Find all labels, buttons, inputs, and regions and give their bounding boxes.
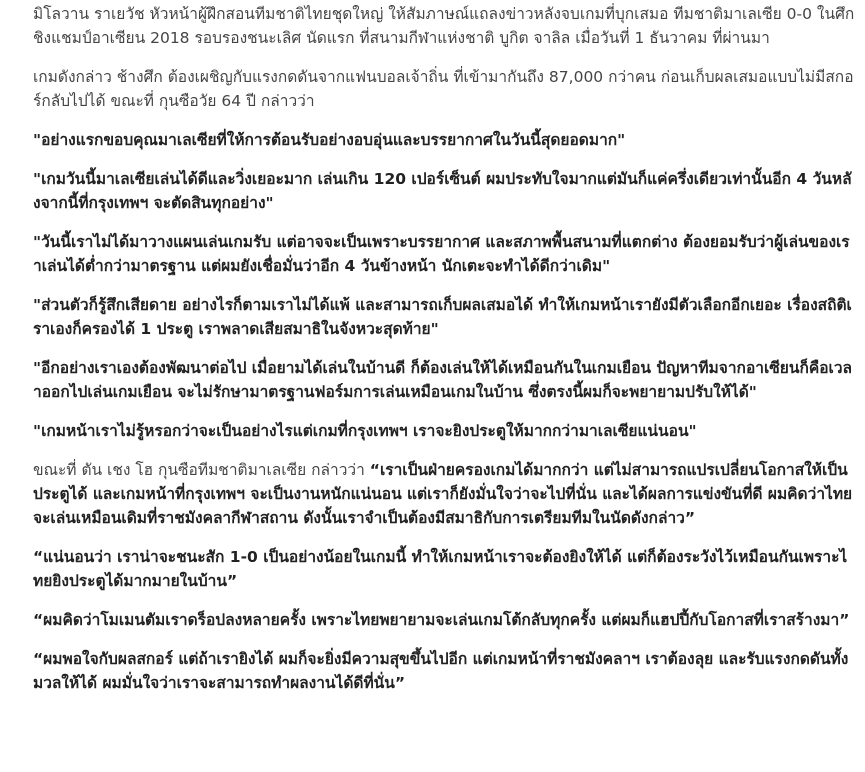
quote-paragraph: “แน่นอนว่า เราน่าจะชนะสัก 1-0 เป็นอย่างน้อยในเกมนี้ ทำให้เกมหน้าเราจะต้องยิงให้ได้ แต่ก็ต้องระวังไว้เหมือนกันเพราะไทยยิงประตูได้มากมายในบ้าน”: [33, 548, 848, 590]
quote-paragraph: "ส่วนตัวก็รู้สึกเสียดาย อย่างไรก็ตามเราไม่ได้แพ้ และสามารถเก็บผลเสมอได้ ทำให้เกมหน้าเรายังมีตัวเลือกอีกเยอะ เรื่องสถิติเราเองก็ครองได้ 1 ประตู เราพลาดเสียสมาธิในจังหวะสุดท้าย": [33, 296, 852, 338]
quote-intro-text: ขณะที่ ตัน เชง โฮ กุนซือทีมชาติมาเลเซีย กล่าวว่า: [33, 461, 370, 479]
article-paragraph-context: เกมดังกล่าว ช้างศึก ต้องเผชิญกับแรงกดดันจากแฟนบอลเจ้าถิ่น ที่เข้ามากันถึง 87,000 กว่าคน ก่อนเก็บผลเสมอแบบไม่มีสกอร์กลับไปได้ ขณะที่ กุนซือวัย 64 ปี กล่าวว่า: [33, 68, 854, 110]
quote-paragraph: "อีกอย่างเราเองต้องพัฒนาต่อไป เมื่อยามได้เล่นในบ้านดี ก็ต้องเล่นให้ได้เหมือนกันในเกมเยือน ปัญหาทีมจากอาเซียนก็คือเวลาออกไปเล่นเกมเยือน จะไม่รักษามาตรฐานฟอร์มการเล่นเหมือนเกมในบ้าน ซึ่งตรงนี้ผมก็จะพยายามปรับให้ได้": [33, 359, 853, 401]
quote-paragraph: "อย่างแรกขอบคุณมาเลเซียที่ให้การต้อนรับอย่างอบอุ่นและบรรยากาศในวันนี้สุดยอดมาก": [33, 131, 626, 149]
quote-paragraph: "วันนี้เราไม่ได้มาวางแผนเล่นเกมรับ แต่อาจจะเป็นเพราะบรรยากาศ และสภาพพื้นสนามที่แตกต่าง ต้องยอมรับว่าผู้เล่นของเราเล่นได้ต่ำกว่ามาตรฐาน แต่ผมยังเชื่อมั่นว่าอีก 4 วันข้างหน้า นักเตะจะทำได้ดีกว่าเดิม": [33, 233, 850, 275]
quote-paragraph: "เกมหน้าเราไม่รู้หรอกว่าจะเป็นอย่างไรแต่เกมที่กรุงเทพฯ เราจะยิงประตูให้มากกว่ามาเลเซียแน่นอน": [33, 422, 697, 440]
quote-text: “เราเป็นฝ่ายครองเกมได้มากกว่า แต่ไม่สามารถแปรเปลี่ยนโอกาสให้เป็นประตูได้ และเกมหน้าที่กรุงเทพฯ จะเป็นงานหนักแน่นอน แต่เราก็ยังมั่นใจว่าจะไปที่นั่น และได้ผลการแข่งขันที่ดี ผมคิดว่าไทยจะเล่นเหมือนเดิมที่ราชมังคลากีฬาสถาน ดังนั้นเราจำเป็นต้องมีสมาธิกับการเตรียมทีมในนัดดังกล่าว”: [33, 461, 853, 527]
quote-paragraph: "เกมวันนี้มาเลเซียเล่นได้ดีและวิ่งเยอะมาก เล่นเกิน 120 เปอร์เซ็นต์ ผมประทับใจมากแต่มันก็แค่ครึ่งเดียวเท่านั้นอีก 4 วันหลังจากนี้ที่กรุงเทพฯ จะตัดสินทุกอย่าง": [33, 170, 852, 212]
quote-paragraph: “ผมคิดว่าโมเมนตัมเราดร็อปลงหลายครั้ง เพราะไทยพยายามจะเล่นเกมโต้กลับทุกครั้ง แต่ผมก็แฮปปี้กับโอกาสที่เราสร้างมา”: [33, 611, 850, 629]
article-paragraph-malaysia-coach: [33, 458, 855, 530]
quote-paragraph: “ผมพอใจกับผลสกอร์ แต่ถ้าเรายิงได้ ผมก็จะยิ่งมีความสุขขึ้นไปอีก แต่เกมหน้าที่ราชมังคลาฯ เราต้องลุย และรับแรงกดดันทั้งมวลให้ได้ ผมมั่นใจว่าเราจะสามารถทำผลงานได้ดีที่นั่น”: [33, 650, 849, 692]
article-paragraph-intro: มิโลวาน ราเยวัช หัวหน้าผู้ฝึกสอนทีมชาติไทยชุดใหญ่ ให้สัมภาษณ์แถลงข่าวหลังจบเกมที่บุกเสมอ ทีมชาติมาเลเซีย 0-0 ในศึกชิงแชมป์อาเซียน 2018 รอบรองชนะเลิศ นัดแรก ที่สนามกีฬาแห่งชาติ บูกิต จาลิล เมื่อวันที่ 1 ธันวาคม ที่ผ่านมา: [33, 5, 855, 47]
